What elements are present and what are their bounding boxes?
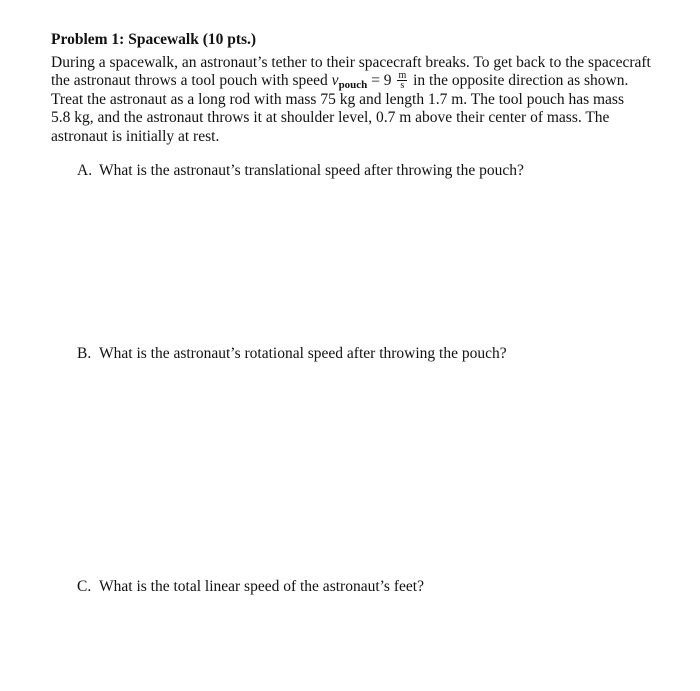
velocity-subscript: pouch xyxy=(338,79,368,92)
problem-title: Problem 1: Spacewalk (10 pts.) xyxy=(51,31,257,48)
velocity-value: = 9 xyxy=(367,72,396,90)
question-a-text: What is the astronaut’s translational speed after throwing the pouch? xyxy=(99,162,524,179)
statement-line-2-start: the astronaut throws a tool pouch with speed xyxy=(51,72,332,90)
question-c-text: What is the total linear speed of the astronaut’s feet? xyxy=(99,578,424,595)
statement-line-5: astronaut is initially at rest. xyxy=(51,127,220,145)
question-c xyxy=(77,578,424,596)
statement-line-1: During a spacewalk, an astronaut’s tether to their spacecraft breaks. To get back to the spacecraft xyxy=(51,54,651,71)
problem-statement xyxy=(51,54,681,146)
statement-line-2-end: in the opposite direction as shown. xyxy=(409,72,629,90)
unit-numerator: m xyxy=(398,70,407,82)
question-c-letter: C. xyxy=(77,578,92,595)
statement-line-3: Treat the astronaut as a long rod with mass 75 kg and length 1.7 m. The tool pouch has mass xyxy=(51,90,624,108)
velocity-variable: v xyxy=(331,72,339,90)
statement-line-2 xyxy=(51,72,681,90)
unit-denominator: s xyxy=(400,80,405,92)
question-a xyxy=(77,162,524,180)
question-b-text: What is the astronaut’s rotational speed after throwing the pouch? xyxy=(99,345,507,362)
question-a-letter: A. xyxy=(77,162,93,179)
statement-line-4: 5.8 kg, and the astronaut throws it at shoulder level, 0.7 m above their center of mass. The xyxy=(51,109,610,127)
question-b-letter: B. xyxy=(77,345,92,362)
unit-fraction xyxy=(397,71,407,90)
question-b xyxy=(77,345,507,363)
